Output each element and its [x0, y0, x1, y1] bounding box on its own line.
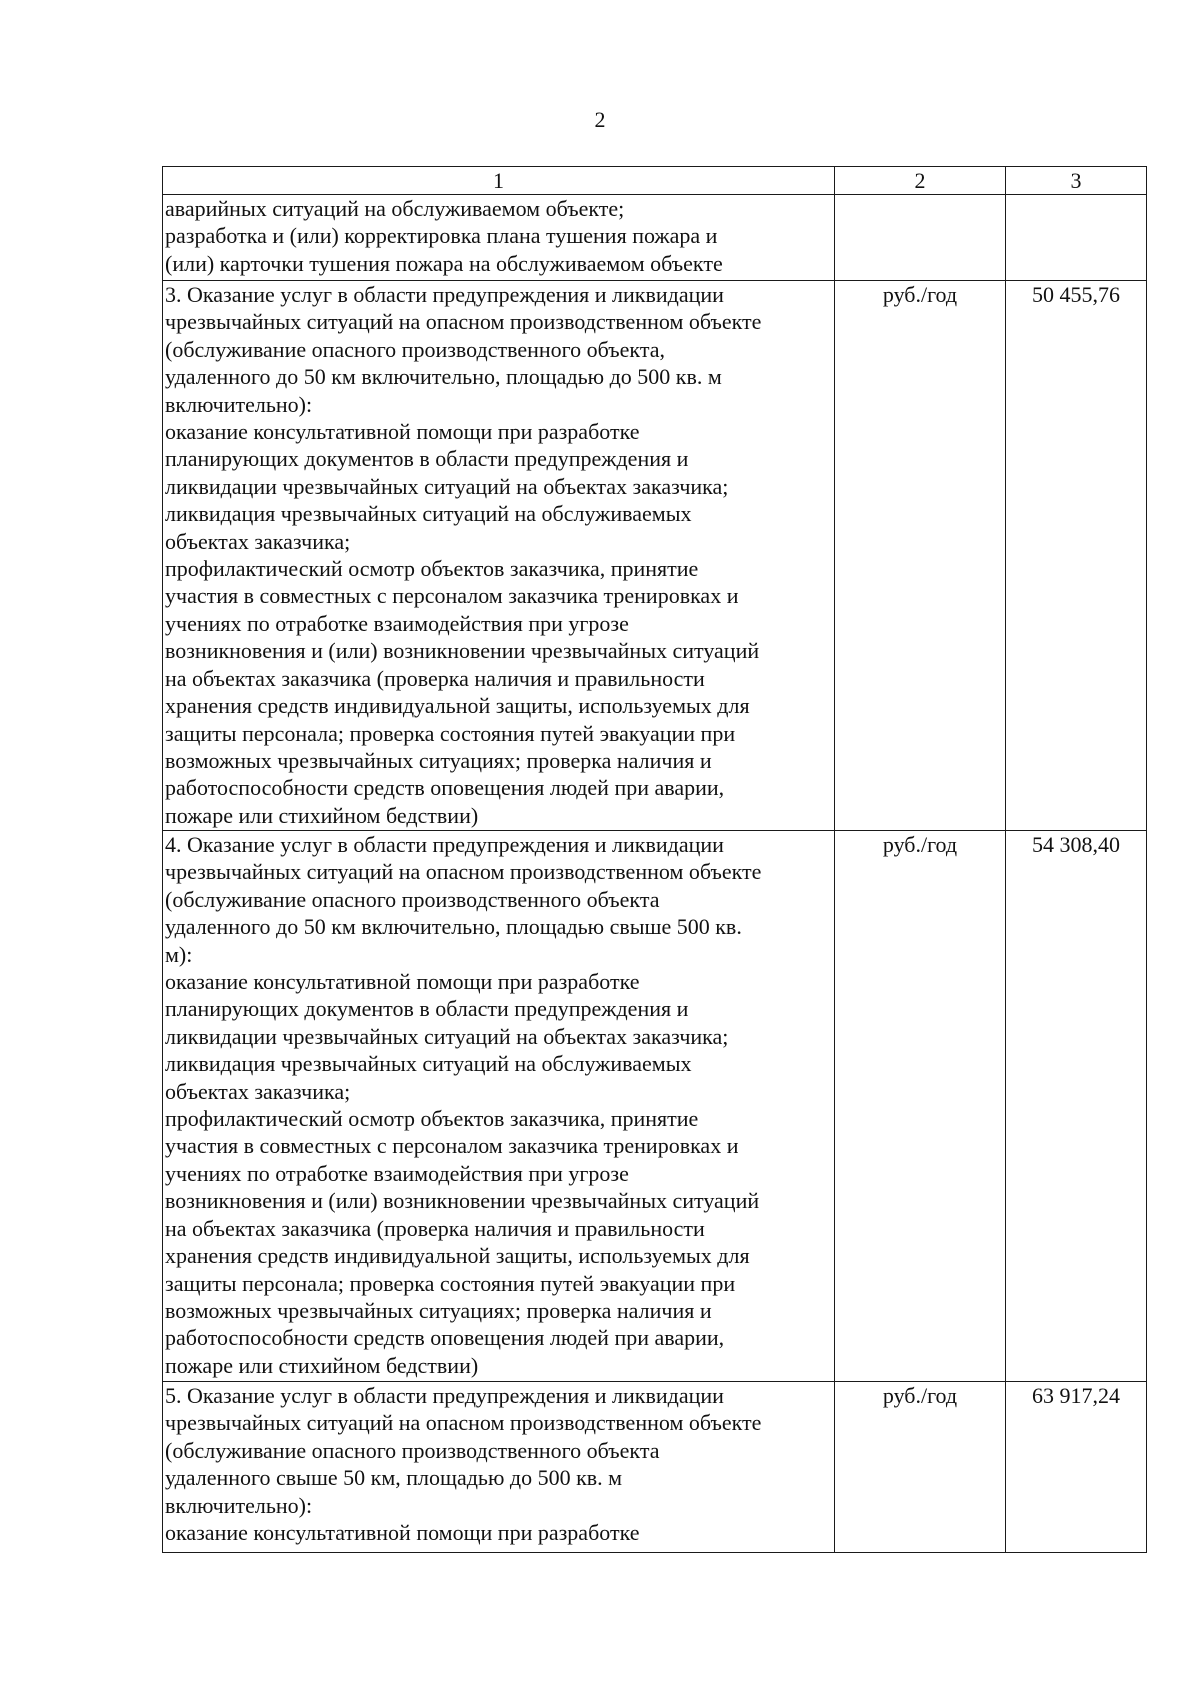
description-line: профилактический осмотр объектов заказчика, принятие — [165, 1106, 699, 1132]
description-line: на объектах заказчика (проверка наличия и правильности — [165, 1215, 705, 1241]
service-description-cell — [163, 281, 835, 831]
description-line: пожаре или стихийном бедствии) — [165, 1352, 479, 1378]
price-cell: 54 308,40 — [1006, 831, 1147, 1382]
description-line: защиты персонала; проверка состояния путей эвакуации при — [165, 1270, 736, 1296]
description-line: объектах заказчика; — [165, 1078, 351, 1104]
table-row — [163, 195, 1147, 281]
unit-cell: руб./год — [835, 831, 1006, 1382]
description-line: включительно): — [165, 391, 313, 417]
table-row — [163, 1382, 1147, 1553]
table-row — [163, 831, 1147, 1382]
description-line: включительно): — [165, 1492, 313, 1518]
description-line: чрезвычайных ситуаций на опасном производственном объекте — [165, 1410, 762, 1436]
description-line: возможных чрезвычайных ситуациях; проверка наличия и — [165, 1297, 712, 1323]
column-header-1: 1 — [163, 167, 835, 195]
description-line: 3. Оказание услуг в области предупреждения и ликвидации — [165, 282, 724, 307]
description-line: защиты персонала; проверка состояния путей эвакуации при — [165, 720, 736, 746]
price-cell: 50 455,76 — [1006, 281, 1147, 831]
description-line: пожаре или стихийном бедствии) — [165, 802, 479, 828]
description-line: объектах заказчика; — [165, 528, 351, 554]
description-line: учениях по отработке взаимодействия при угрозе — [165, 610, 629, 636]
description-line: ликвидация чрезвычайных ситуаций на обслуживаемых — [165, 1051, 692, 1077]
description-line: возникновения и (или) возникновении чрезвычайных ситуаций — [165, 638, 760, 664]
description-line: оказание консультативной помощи при разработке — [165, 969, 640, 995]
description-line: участия в совместных с персоналом заказчика тренировках и — [165, 1133, 739, 1159]
description-line: (обслуживание опасного производственного объекта — [165, 886, 660, 912]
description-line: ликвидации чрезвычайных ситуаций на объектах заказчика; — [165, 473, 729, 499]
column-header-3: 3 — [1006, 167, 1147, 195]
description-line: планирующих документов в области предупреждения и — [165, 996, 689, 1022]
description-line: (обслуживание опасного производственного объекта — [165, 1437, 660, 1463]
unit-cell: руб./год — [835, 281, 1006, 831]
description-line: удаленного до 50 км включительно, площадью свыше 500 кв. — [165, 914, 742, 940]
unit-cell: руб./год — [835, 1382, 1006, 1553]
description-line: на объектах заказчика (проверка наличия и правильности — [165, 665, 705, 691]
description-line: удаленного до 50 км включительно, площадью до 500 кв. м — [165, 364, 722, 390]
description-line: оказание консультативной помощи при разработке — [165, 1520, 640, 1546]
page-number: 2 — [594, 107, 606, 132]
description-line: оказание консультативной помощи при разработке — [165, 419, 640, 445]
description-line: 5. Оказание услуг в области предупреждения и ликвидации — [165, 1383, 724, 1408]
description-line: ликвидация чрезвычайных ситуаций на обслуживаемых — [165, 501, 692, 527]
description-line: (или) карточки тушения пожара на обслуживаемом объекте — [165, 250, 723, 276]
description-line: ликвидации чрезвычайных ситуаций на объектах заказчика; — [165, 1023, 729, 1049]
description-line: чрезвычайных ситуаций на опасном производственном объекте — [165, 859, 762, 885]
description-line: хранения средств индивидуальной защиты, используемых для — [165, 693, 750, 719]
description-line: планирующих документов в области предупреждения и — [165, 446, 689, 472]
price-cell: 63 917,24 — [1006, 1382, 1147, 1553]
price-cell — [1006, 195, 1147, 281]
service-description-cell — [163, 831, 835, 1382]
description-line: м): — [165, 941, 193, 967]
description-line: (обслуживание опасного производственного объекта, — [165, 336, 665, 362]
unit-cell — [835, 195, 1006, 281]
service-description-cell — [163, 195, 835, 281]
description-line: возможных чрезвычайных ситуациях; проверка наличия и — [165, 747, 712, 773]
description-line: разработка и (или) корректировка плана тушения пожара и — [165, 223, 718, 249]
column-header-2: 2 — [835, 167, 1006, 195]
description-line: учениях по отработке взаимодействия при угрозе — [165, 1160, 629, 1186]
description-line: чрезвычайных ситуаций на опасном производственном объекте — [165, 309, 762, 335]
service-description-cell — [163, 1382, 835, 1553]
description-line: удаленного свыше 50 км, площадью до 500 кв. м — [165, 1465, 623, 1491]
description-line: аварийных ситуаций на обслуживаемом объекте; — [165, 196, 625, 221]
description-line: работоспособности средств оповещения людей при аварии, — [165, 1325, 725, 1351]
description-line: хранения средств индивидуальной защиты, используемых для — [165, 1243, 750, 1269]
table-row — [163, 281, 1147, 831]
description-line: участия в совместных с персоналом заказчика тренировках и — [165, 583, 739, 609]
table-header-row — [163, 167, 1147, 195]
description-line: работоспособности средств оповещения людей при аварии, — [165, 775, 725, 801]
description-line: 4. Оказание услуг в области предупреждения и ликвидации — [165, 832, 724, 857]
description-line: возникновения и (или) возникновении чрезвычайных ситуаций — [165, 1188, 760, 1214]
tariff-table — [162, 166, 1147, 1553]
description-line: профилактический осмотр объектов заказчика, принятие — [165, 556, 699, 582]
